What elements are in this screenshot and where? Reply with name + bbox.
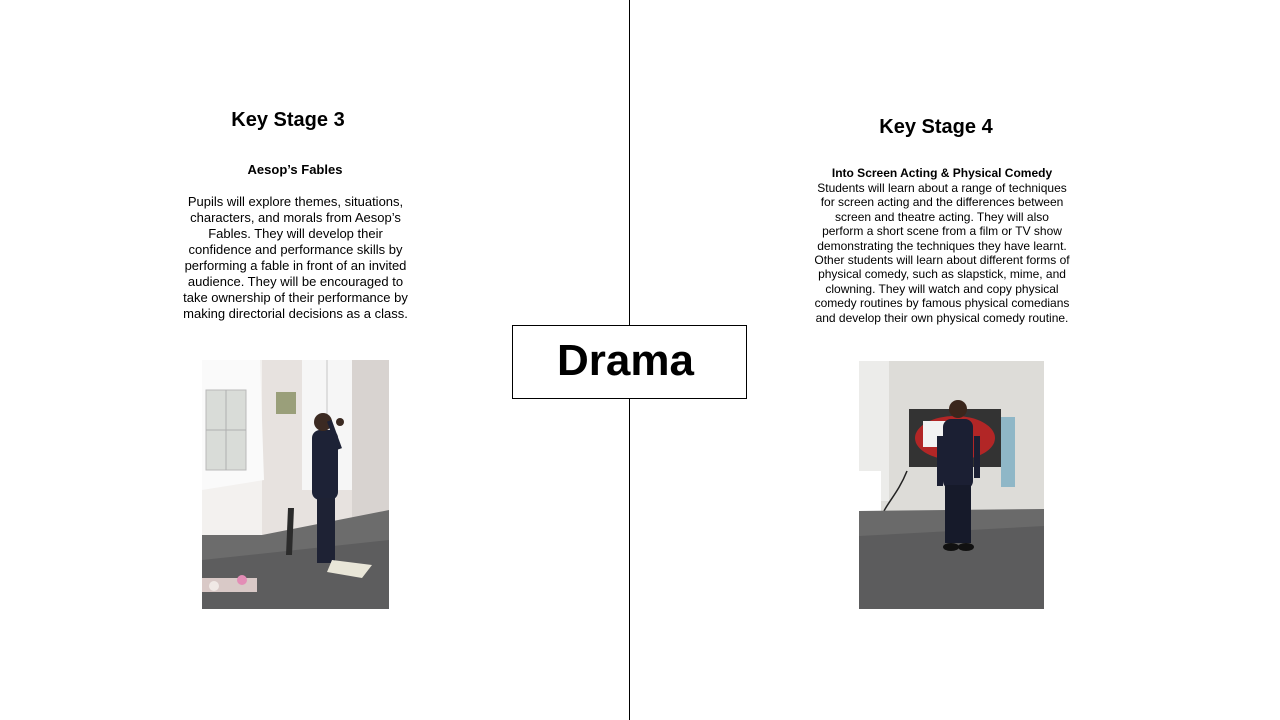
ks3-photo <box>202 360 389 609</box>
ks3-description: Pupils will explore themes, situations, characters, and morals from Aesop’s Fables. They will develop their confidence and performance skills by performing a fable in front of an invited audience. They will be encouraged to take ownership of their performance by making directorial decisions as a class. <box>183 194 408 321</box>
ks4-heading: Key Stage 4 <box>879 116 993 138</box>
ks4-topic: Into Screen Acting & Physical Comedy <box>831 166 1053 180</box>
drama-title-box <box>512 325 747 399</box>
drama-title: Drama <box>557 336 694 385</box>
ks4-description: Students will learn about a range of techniques for screen acting and the differences between screen and theatre acting. They will also perform a short scene from a film or TV show demonstrating the techniques they have learnt. Other students will learn about different forms of physical comedy, such as slapstick, mime, and clowning. They will watch and copy physical comedy routines by famous physical comedians and develop their own physical comedy routine. <box>814 181 1070 325</box>
ks3-heading: Key Stage 3 <box>231 109 345 131</box>
ks3-topic: Aesop’s Fables <box>247 162 343 177</box>
ks4-photo <box>859 361 1044 609</box>
